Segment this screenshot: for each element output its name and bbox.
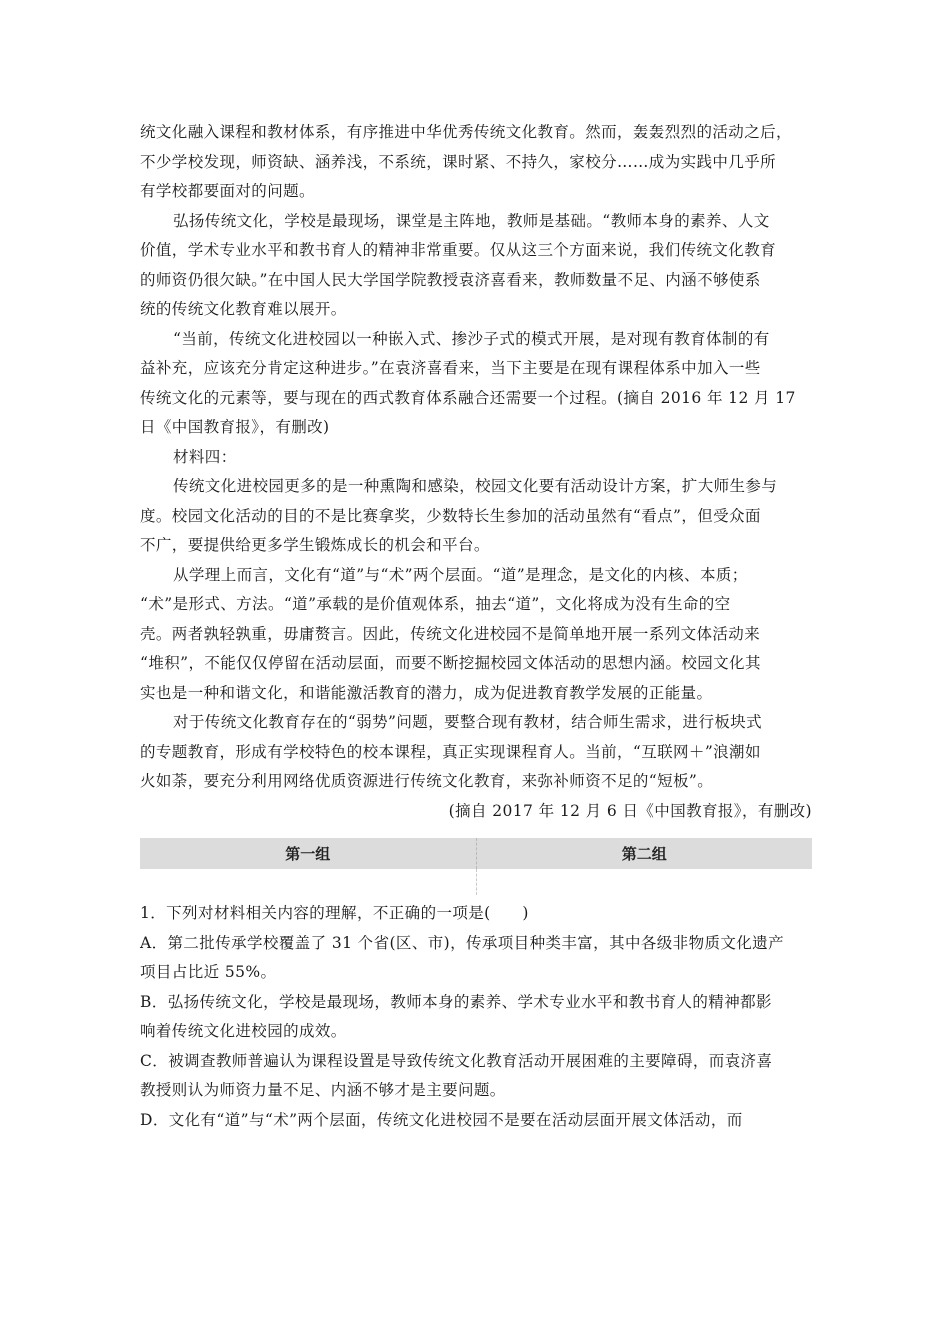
group-tabs (140, 838, 812, 869)
text-line: 对于传统文化教育存在的“弱势”问题，要整合现有教材，结合师生需求，进行板块式 (173, 713, 763, 731)
text-line: 火如荼，要充分利用网络优质资源进行传统文化教育，来弥补师资不足的“短板”。 (140, 772, 714, 790)
text-line: 的师资仍很欠缺。”在中国人民大学国学院教授袁济喜看来，教师数量不足、内涵不够使系 (140, 270, 761, 289)
text-line: “术”是形式、方法。“道”承载的是价值观体系，抽去“道”，文化将成为没有生命的空 (140, 595, 731, 613)
text-line: “堆积”，不能仅仅停留在活动层面，而要不断挖掘校园文体活动的思想内涵。校园文化其 (140, 654, 761, 672)
option-d (140, 1106, 812, 1136)
tab-group-2[interactable]: 第二组 (621, 845, 667, 863)
text-line: 弘扬传统文化，学校是最现场，课堂是主阵地，教师是基础。“教师本身的素养、人文 (173, 211, 770, 230)
option-b (140, 988, 812, 1047)
text-line: 统的传统文化教育难以展开。 (140, 300, 347, 318)
tab-group-1[interactable]: 第一组 (285, 845, 331, 863)
text-line: 价值，学术专业水平和教书育人的精神非常重要。仅从这三个方面来说，我们传统文化教育 (140, 241, 777, 259)
text-line: C．被调查教师普遍认为课程设置是导致传统文化教育活动开展困难的主要障碍，而袁济喜 (140, 1051, 773, 1070)
paragraph-2 (140, 207, 812, 325)
text-line: 度。校园文化活动的目的不是比赛拿奖，少数特长生参加的活动虽然有“看点”，但受众面 (140, 506, 761, 525)
text-line: 的专题教育，形成有学校特色的校本课程，真正实现课程育人。当前，“互联网＋”浪潮如 (140, 742, 761, 761)
source-citation: (摘自 2017 年 12 月 6 日《中国教育报》，有删改) (448, 801, 812, 820)
text-line: 教授则认为师资力量不足、内涵不够才是主要问题。 (140, 1081, 506, 1099)
text-line: 日《中国教育报》，有删改) (140, 418, 330, 436)
text-line: 项目占比近 55%。 (140, 963, 277, 981)
option-c (140, 1047, 812, 1106)
paragraph-1 (140, 118, 812, 207)
text-line: 统文化融入课程和教材体系，有序推进中华优秀传统文化教育。然而，轰轰烈烈的活动之后， (140, 123, 792, 141)
question-1 (140, 899, 812, 1135)
text-line: 传统文化进校园更多的是一种熏陶和感染，校园文化要有活动设计方案，扩大师生参与 (173, 477, 778, 495)
paragraph-5 (140, 561, 812, 709)
text-line: 不少学校发现，师资缺、涵养浅，不系统，课时紧、不持久，家校分……成为实践中几乎所 (140, 152, 777, 171)
text-line: B．弘扬传统文化，学校是最现场，教师本身的素养、学术专业水平和教书育人的精神都影 (140, 992, 772, 1011)
document-page (140, 118, 812, 1135)
tab-divider-tail (140, 869, 812, 895)
paragraph-4 (140, 472, 812, 561)
text-line: 壳。两者孰轻孰重，毋庸赘言。因此，传统文化进校园不是简单地开展一系列文体活动来 (140, 624, 761, 643)
text-line: A．第二批传承学校覆盖了 31 个省(区、市)，传承项目种类丰富，其中各级非物质文化遗产 (140, 933, 784, 952)
text-line: 响着传统文化进校园的成效。 (140, 1022, 347, 1040)
material-4-title: 材料四： (173, 447, 237, 466)
text-line: “当前，传统文化进校园以一种嵌入式、掺沙子式的模式开展，是对现有教育体制的有 (173, 329, 770, 348)
paragraph-6 (140, 708, 812, 797)
paragraph-3 (140, 325, 812, 443)
text-line: D．文化有“道”与“术”两个层面，传统文化进校园不是要在活动层面开展文体活动，而 (140, 1110, 743, 1129)
text-line: 实也是一种和谐文化，和谐能激活教育的潜力，成为促进教育教学发展的正能量。 (140, 683, 713, 702)
option-a (140, 929, 812, 988)
text-line: 从学理上而言，文化有“道”与“术”两个层面。“道”是理念，是文化的内核、本质； (173, 565, 748, 584)
text-line: 益补充，应该充分肯定这种进步。”在袁济喜看来，当下主要是在现有课程体系中加入一些 (140, 359, 761, 377)
text-line: 有学校都要面对的问题。 (140, 182, 315, 200)
question-stem: 1．下列对材料相关内容的理解，不正确的一项是( ) (140, 904, 529, 922)
text-line: 传统文化的元素等，要与现在的西式教育体系融合还需要一个过程。(摘自 2016 年 12 月 17 (140, 388, 796, 407)
text-line: 不广，要提供给更多学生锻炼成长的机会和平台。 (140, 536, 490, 554)
